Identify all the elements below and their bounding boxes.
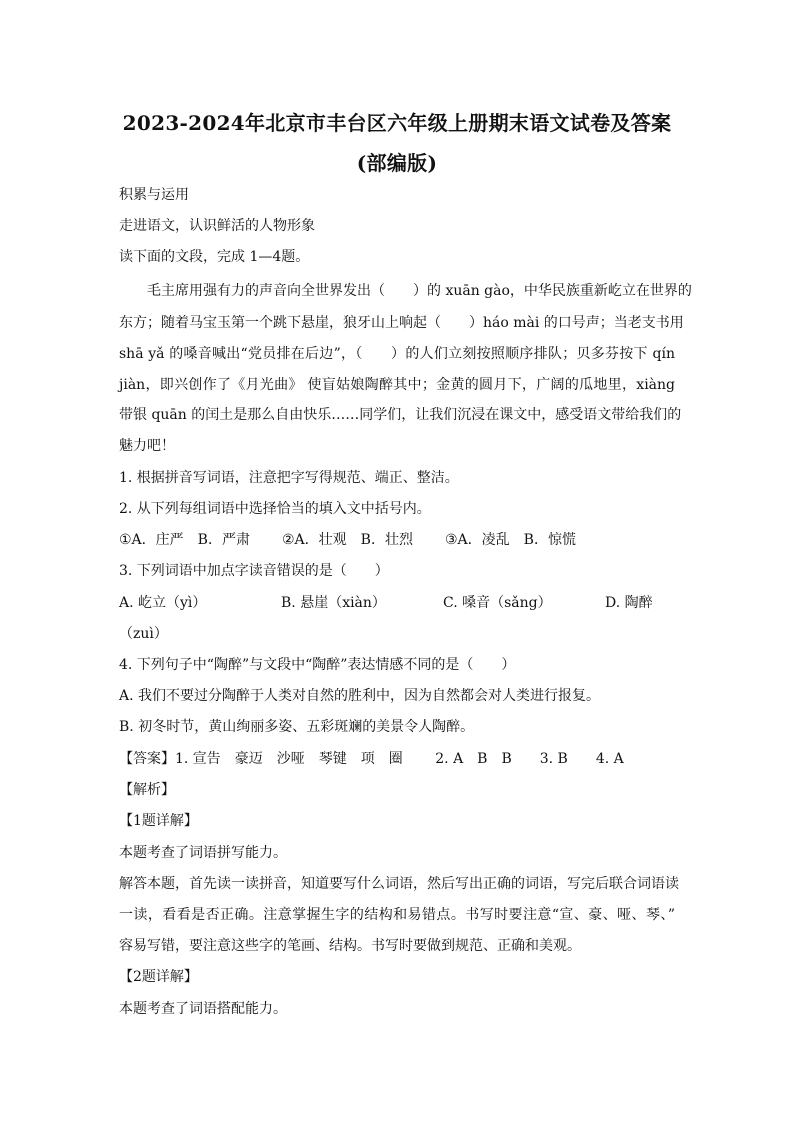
- document-subtitle: (部编版): [356, 151, 438, 175]
- question-2-options: [119, 531, 576, 549]
- choice-d: D. 陶醉: [605, 595, 653, 611]
- analysis-heading: 【解析】: [119, 782, 175, 798]
- section-heading: 积累与运用: [119, 187, 189, 203]
- question-2: 2. 从下列每组词语中选择恰当的填入文中括号内。: [119, 501, 431, 517]
- option-group: ③A．凌乱 B．惊慌: [445, 532, 576, 548]
- passage-line: 东方；随着马宝玉第一个跳下悬崖，狼牙山上响起（ ）háo mài 的口号声；当老支书用: [119, 315, 684, 331]
- passage-line: shā yǎ 的嗓音喊出“党员排在后边”，（ ）的人们立刻按照顺序排队；贝多芬按下 qín: [119, 346, 675, 362]
- choice-c: C. 嗓音（sǎng）: [443, 595, 552, 611]
- option-group: ①A．庄严 B．严肃: [119, 532, 250, 548]
- passage-line: 魅力吧！: [119, 438, 175, 454]
- passage-line: 带银 quān 的闰土是那么自由快乐……同学们，让我们沉浸在课文中，感受语文带给我们的: [119, 407, 682, 423]
- choice-a: A. 屹立（yì）: [119, 595, 207, 611]
- question-4-choice-b: B. 初冬时节，黄山绚丽多姿、五彩斑斓的美景令人陶醉。: [119, 719, 475, 735]
- option-group: ②A．壮观 B．壮烈: [282, 532, 413, 548]
- q1-detail-text: 解答本题，首先读一读拼音，知道要写什么词语，然后写出正确的词语，写完后联合词语读: [119, 876, 679, 892]
- question-4-choice-a: A. 我们不要过分陶醉于人类对自然的胜利中，因为自然都会对人类进行报复。: [119, 688, 601, 704]
- passage-line: 毛主席用强有力的声音向全世界发出（ ）的 xuān gào，中华民族重新屹立在世界的: [147, 283, 692, 299]
- q1-detail-text: 容易写错，要注意这些字的笔画、结构。书写时要做到规范、正确和美观。: [119, 938, 581, 954]
- choice-d-tail: （zuì）: [119, 626, 168, 642]
- subsection-heading: 走进语文，认识鲜活的人物形象: [119, 218, 315, 234]
- q2-detail-heading: 【2题详解】: [119, 969, 198, 985]
- question-3: 3. 下列词语中加点字读音错误的是（ ）: [119, 563, 389, 579]
- q1-detail-text: 本题考查了词语拼写能力。: [119, 845, 287, 861]
- question-1: 1. 根据拼音写词语，注意把字写得规范、端正、整洁。: [119, 470, 459, 486]
- question-4: 4. 下列句子中“陶醉”与文段中“陶醉”表达情感不同的是（ ）: [119, 657, 516, 673]
- answer-line: 【答案】1. 宣告 豪迈 沙哑 琴键 项 圈 2. A B B 3. B 4. A: [119, 751, 624, 767]
- q1-detail-text: 一读，看看是否正确。注意掌握生字的结构和易错点。书写时要注意“宣、豪、哑、琴、”: [119, 907, 675, 923]
- passage-line: jiàn，即兴创作了《月光曲》 使盲姑娘陶醉其中；金黄的圆月下，广阔的瓜地里，xiàng: [119, 377, 675, 393]
- document-title: 2023-2024年北京市丰台区六年级上册期末语文试卷及答案: [122, 111, 672, 135]
- question-3-options: [119, 594, 653, 612]
- q1-detail-heading: 【1题详解】: [119, 813, 198, 829]
- choice-b: B. 悬崖（xiàn）: [281, 595, 386, 611]
- q2-detail-text: 本题考查了词语搭配能力。: [119, 1001, 287, 1017]
- reading-instruction: 读下面的文段，完成 1—4题。: [119, 249, 310, 265]
